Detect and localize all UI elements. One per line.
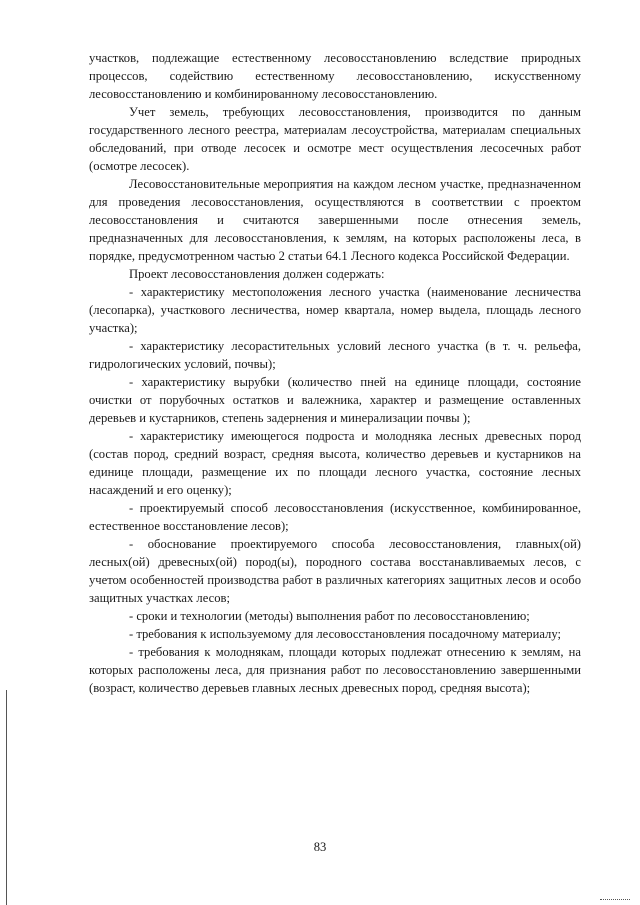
paragraph-land-accounting: Учет земель, требующих лесовосстановления, производится по данным государственного лесного реестра, материалам лесоустройства, материалам специальных обследований, при отводе лесосек и осмотре мест осуществления лесосечных работ (осмотре лесосек). [89, 105, 581, 173]
list-item-justification: - обоснование проектируемого способа лесовосстановления, главных(ой) лесных(ой) древесных(ой) пород(ы), породного состава восстанавливаемых лесов, с учетом особенностей производства работ в различных категориях защитных лесов и особо защитных участках лесов; [89, 537, 581, 605]
list-item-timing: - сроки и технологии (методы) выполнения работ по лесовосстановлению; [129, 609, 530, 623]
paragraph-reforestation-measures: Лесовосстановительные мероприятия на каждом лесном участке, предназначенном для проведения лесовосстановления, осуществляются в соответствии с проектом лесовосстановления и считаются завершенными после отнесения земель, предназначенных для лесовосстановления, к землям, на которых расположены леса, в порядке, предусмотренном частью 2 статьи 64.1 Лесного кодекса Российской Федерации. [89, 177, 581, 263]
list-item-method: - проектируемый способ лесовосстановления (искусственное, комбинированное, естественное восстановление лесов); [89, 501, 581, 533]
list-item-clearing: - характеристику вырубки (количество пней на единице площади, состояние очистки от порубочных остатков и валежника, характер и размещение оставленных деревьев и кустарников, степень задернения и минерализации почвы ); [89, 375, 581, 425]
list-item-planting-material: - требования к используемому для лесовосстановления посадочному материалу; [129, 627, 561, 641]
list-item-young-stands: - требования к молоднякам, площади которых подлежат отнесению к землям, на которых расположены леса, для признания работ по лесовосстановлению завершенными (возраст, количество деревьев главных лесных древесных пород, средняя высота); [89, 645, 581, 695]
page-number: 83 [313, 840, 327, 854]
list-item-undergrowth: - характеристику имеющегося подроста и молодняка лесных древесных пород (состав пород, средний возраст, средняя высота, количество деревьев и кустарников на единице площади, размещение их по площади лесного участка, состояние лесных насаждений и его оценку); [89, 429, 581, 497]
list-item-growing-conditions: - характеристику лесорастительных условий лесного участка (в т. ч. рельефа, гидрологических условий, почвы); [89, 339, 581, 371]
list-item-location: - характеристику местоположения лесного участка (наименование лесничества (лесопарка), участкового лесничества, номер квартала, номер выдела, площадь лесного участка); [89, 285, 581, 335]
paragraph-intro-continuation: участков, подлежащие естественному лесовосстановлению вследствие природных процессов, содействию естественному лесовосстановлению, искусственному лесовосстановлению и комбинированному лесовосстановлению. [89, 51, 581, 101]
paragraph-project-contents-intro: Проект лесовосстановления должен содержать: [129, 267, 385, 281]
document-body [89, 49, 581, 697]
scan-corner-mark [600, 899, 630, 901]
scan-edge-line [6, 690, 7, 905]
